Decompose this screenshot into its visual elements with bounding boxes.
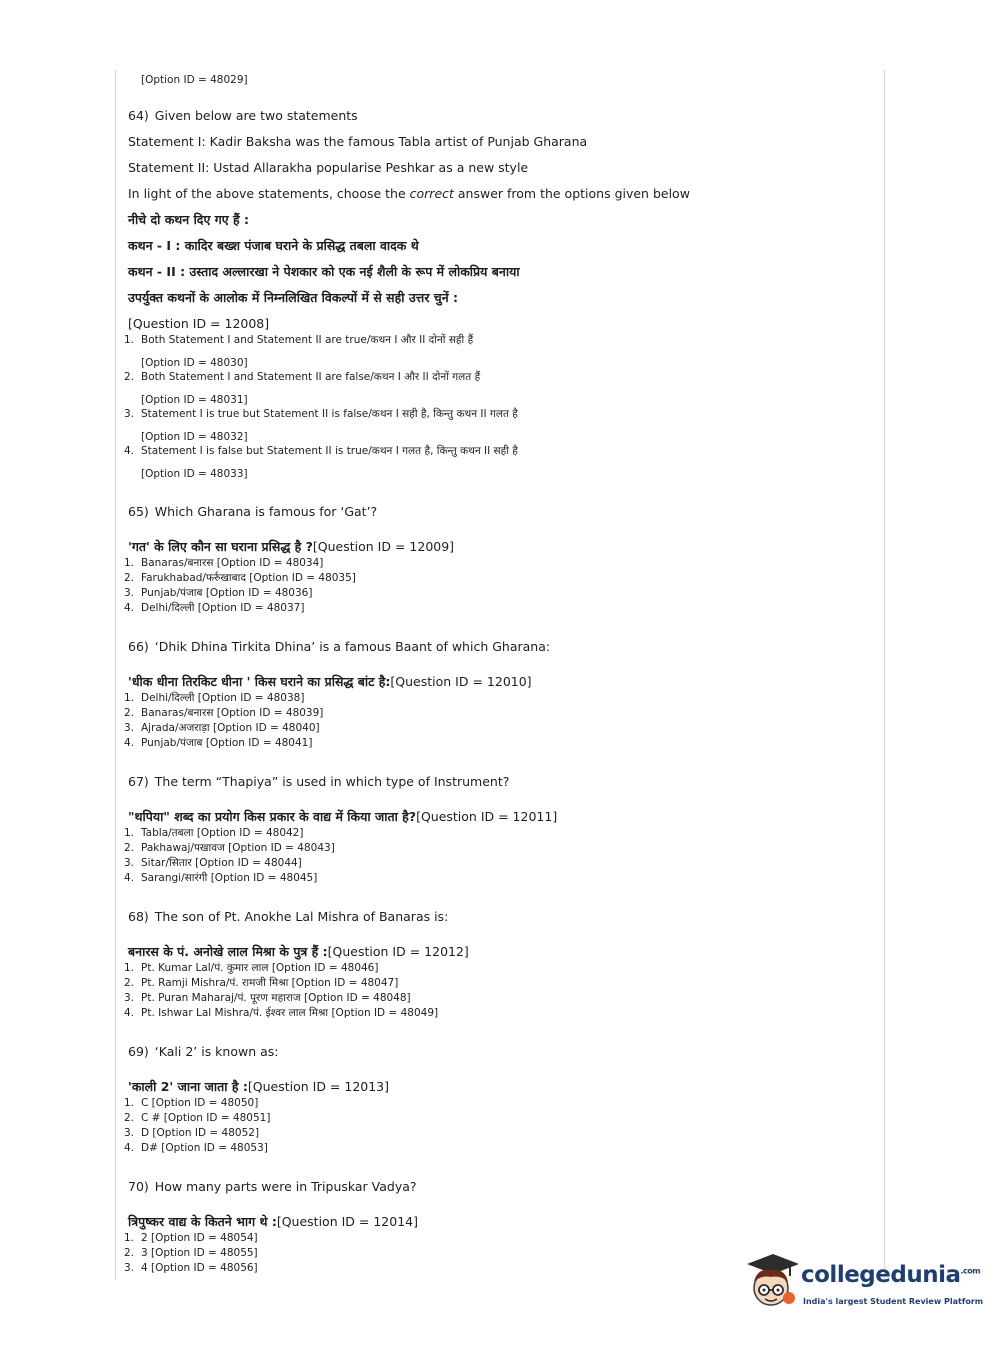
option: 1. Tabla/तबला [Option ID = 48042] bbox=[124, 827, 304, 839]
hindi-line: कथन - I : कादिर बख्श पंजाब घराने के प्रसिद्ध तबला वादक थे bbox=[128, 238, 419, 253]
hindi-line: कथन - II : उस्ताद अल्लारखा ने पेशकार को एक नई शैली के रूप में लोकप्रिय बनाया bbox=[128, 264, 520, 279]
option: 4. Pt. Ishwar Lal Mishra/पं. ईश्वर लाल मिश्रा [Option ID = 48049] bbox=[124, 1007, 439, 1019]
option-id: [Option ID = 48032] bbox=[141, 431, 248, 443]
option: 4. Delhi/दिल्ली [Option ID = 48037] bbox=[124, 602, 305, 614]
option: 1. Both Statement I and Statement II are true/कथन I और II दोनों सही हैं bbox=[124, 334, 474, 346]
option-id: [Option ID = 48031] bbox=[141, 394, 248, 406]
option: 3. 4 [Option ID = 48056] bbox=[124, 1262, 258, 1274]
option-id: [Option ID = 48030] bbox=[141, 357, 248, 369]
logo-tagline: India's largest Student Review Platform bbox=[803, 1297, 984, 1306]
options-list bbox=[124, 826, 864, 886]
option: 3. D [Option ID = 48052] bbox=[124, 1127, 260, 1139]
option-id: [Option ID = 48033] bbox=[141, 468, 248, 480]
option-id: [Option ID = 48029] bbox=[141, 74, 248, 86]
question-hindi: 'काली 2' जाना जाता है :[Question ID = 12013] bbox=[128, 1079, 390, 1094]
options-list bbox=[124, 691, 864, 751]
options-list bbox=[124, 961, 864, 1021]
option: 2. Farukhabad/फर्रुखाबाद [Option ID = 48035] bbox=[124, 572, 356, 584]
option: 1. Delhi/दिल्ली [Option ID = 48038] bbox=[124, 692, 305, 704]
option: 2. Both Statement I and Statement II are false/कथन I और II दोनों गलत हैं bbox=[124, 371, 481, 383]
options-list bbox=[124, 407, 864, 422]
option: 1. C [Option ID = 48050] bbox=[124, 1097, 259, 1109]
options-list bbox=[124, 1096, 864, 1156]
option: 3. Pt. Puran Maharaj/पं. पूरण महाराज [Option ID = 48048] bbox=[124, 992, 411, 1004]
question-68 bbox=[124, 908, 864, 1021]
option: 4. Statement I is false but Statement II is true/कथन I गलत है, किन्तु कथन II सही है bbox=[124, 445, 518, 457]
question-paper-page bbox=[124, 70, 864, 1276]
left-margin-rule bbox=[115, 70, 116, 1280]
question-id: [Question ID = 12008] bbox=[128, 316, 270, 331]
option: 1. Pt. Kumar Lal/पं. कुमार लाल [Option ID = 48046] bbox=[124, 962, 379, 974]
option: 3. Sitar/सितार [Option ID = 48044] bbox=[124, 857, 302, 869]
option: 2. Banaras/बनारस [Option ID = 48039] bbox=[124, 707, 324, 719]
options-list bbox=[124, 370, 864, 385]
question-67 bbox=[124, 773, 864, 886]
question-title: 68) The son of Pt. Anokhe Lal Mishra of Banaras is: bbox=[128, 909, 449, 924]
question-title: 69) ‘Kali 2’ is known as: bbox=[128, 1044, 279, 1059]
right-margin-rule bbox=[884, 70, 885, 1280]
question-65 bbox=[124, 503, 864, 616]
option: 4. D# [Option ID = 48053] bbox=[124, 1142, 268, 1154]
option: 2. 3 [Option ID = 48055] bbox=[124, 1247, 258, 1259]
question-title: 65) Which Gharana is famous for ‘Gat’? bbox=[128, 504, 378, 519]
question-hindi: त्रिपुष्कर वाद्य के कितने भाग थे :[Question ID = 12014] bbox=[128, 1214, 418, 1229]
question-64 bbox=[124, 107, 864, 481]
option: 3. Ajrada/अजराड़ा [Option ID = 48040] bbox=[124, 722, 320, 734]
hindi-line: उपर्युक्त कथनों के आलोक में निम्नलिखित विकल्पों में से सही उत्तर चुनें : bbox=[128, 290, 459, 305]
question-hindi: 'गत' के लिए कौन सा घराना प्रसिद्ध है ?[Question ID = 12009] bbox=[128, 539, 455, 554]
mascot-icon bbox=[743, 1250, 801, 1312]
option: 2. Pakhawaj/पखावज [Option ID = 48043] bbox=[124, 842, 335, 854]
statement-1: Statement I: Kadir Baksha was the famous Tabla artist of Punjab Gharana bbox=[128, 134, 588, 149]
instruction: In light of the above statements, choose the correct answer from the options given below bbox=[128, 186, 690, 201]
question-title: 64) Given below are two statements bbox=[128, 108, 358, 123]
option: 3. Statement I is true but Statement II is false/कथन I सही है, किन्तु कथन II गलत है bbox=[124, 408, 518, 420]
question-hindi: "थपिया" शब्द का प्रयोग किस प्रकार के वाद्य में किया जाता है?[Question ID = 12011] bbox=[128, 809, 558, 824]
hindi-line: नीचे दो कथन दिए गए हैं : bbox=[128, 212, 249, 227]
options-list bbox=[124, 444, 864, 459]
option: 4. Punjab/पंजाब [Option ID = 48041] bbox=[124, 737, 313, 749]
option: 1. Banaras/बनारस [Option ID = 48034] bbox=[124, 557, 324, 569]
options-list bbox=[124, 556, 864, 616]
question-title: 67) The term “Thapiya” is used in which type of Instrument? bbox=[128, 774, 510, 789]
option: 4. Sarangi/सारंगी [Option ID = 48045] bbox=[124, 872, 318, 884]
option: 1. 2 [Option ID = 48054] bbox=[124, 1232, 258, 1244]
option: 3. Punjab/पंजाब [Option ID = 48036] bbox=[124, 587, 313, 599]
question-title: 70) How many parts were in Tripuskar Vadya? bbox=[128, 1179, 417, 1194]
options-list bbox=[124, 333, 864, 348]
question-title: 66) ‘Dhik Dhina Tirkita Dhina’ is a famous Baant of which Gharana: bbox=[128, 639, 551, 654]
option: 2. C # [Option ID = 48051] bbox=[124, 1112, 271, 1124]
question-hindi: बनारस के पं. अनोखे लाल मिश्रा के पुत्र हैं :[Question ID = 12012] bbox=[128, 944, 469, 959]
question-66 bbox=[124, 638, 864, 751]
question-hindi: 'धीक धीना तिरकिट धीना ' किस घराने का प्रसिद्ध बांट है:[Question ID = 12010] bbox=[128, 674, 532, 689]
logo-wordmark: collegedunia$^{.com}$ bbox=[801, 1262, 981, 1288]
option: 2. Pt. Ramji Mishra/पं. रामजी मिश्रा [Option ID = 48047] bbox=[124, 977, 399, 989]
statement-2: Statement II: Ustad Allarakha popularise Peshkar as a new style bbox=[128, 160, 529, 175]
collegedunia-logo[interactable] bbox=[743, 1250, 984, 1312]
question-69 bbox=[124, 1043, 864, 1156]
